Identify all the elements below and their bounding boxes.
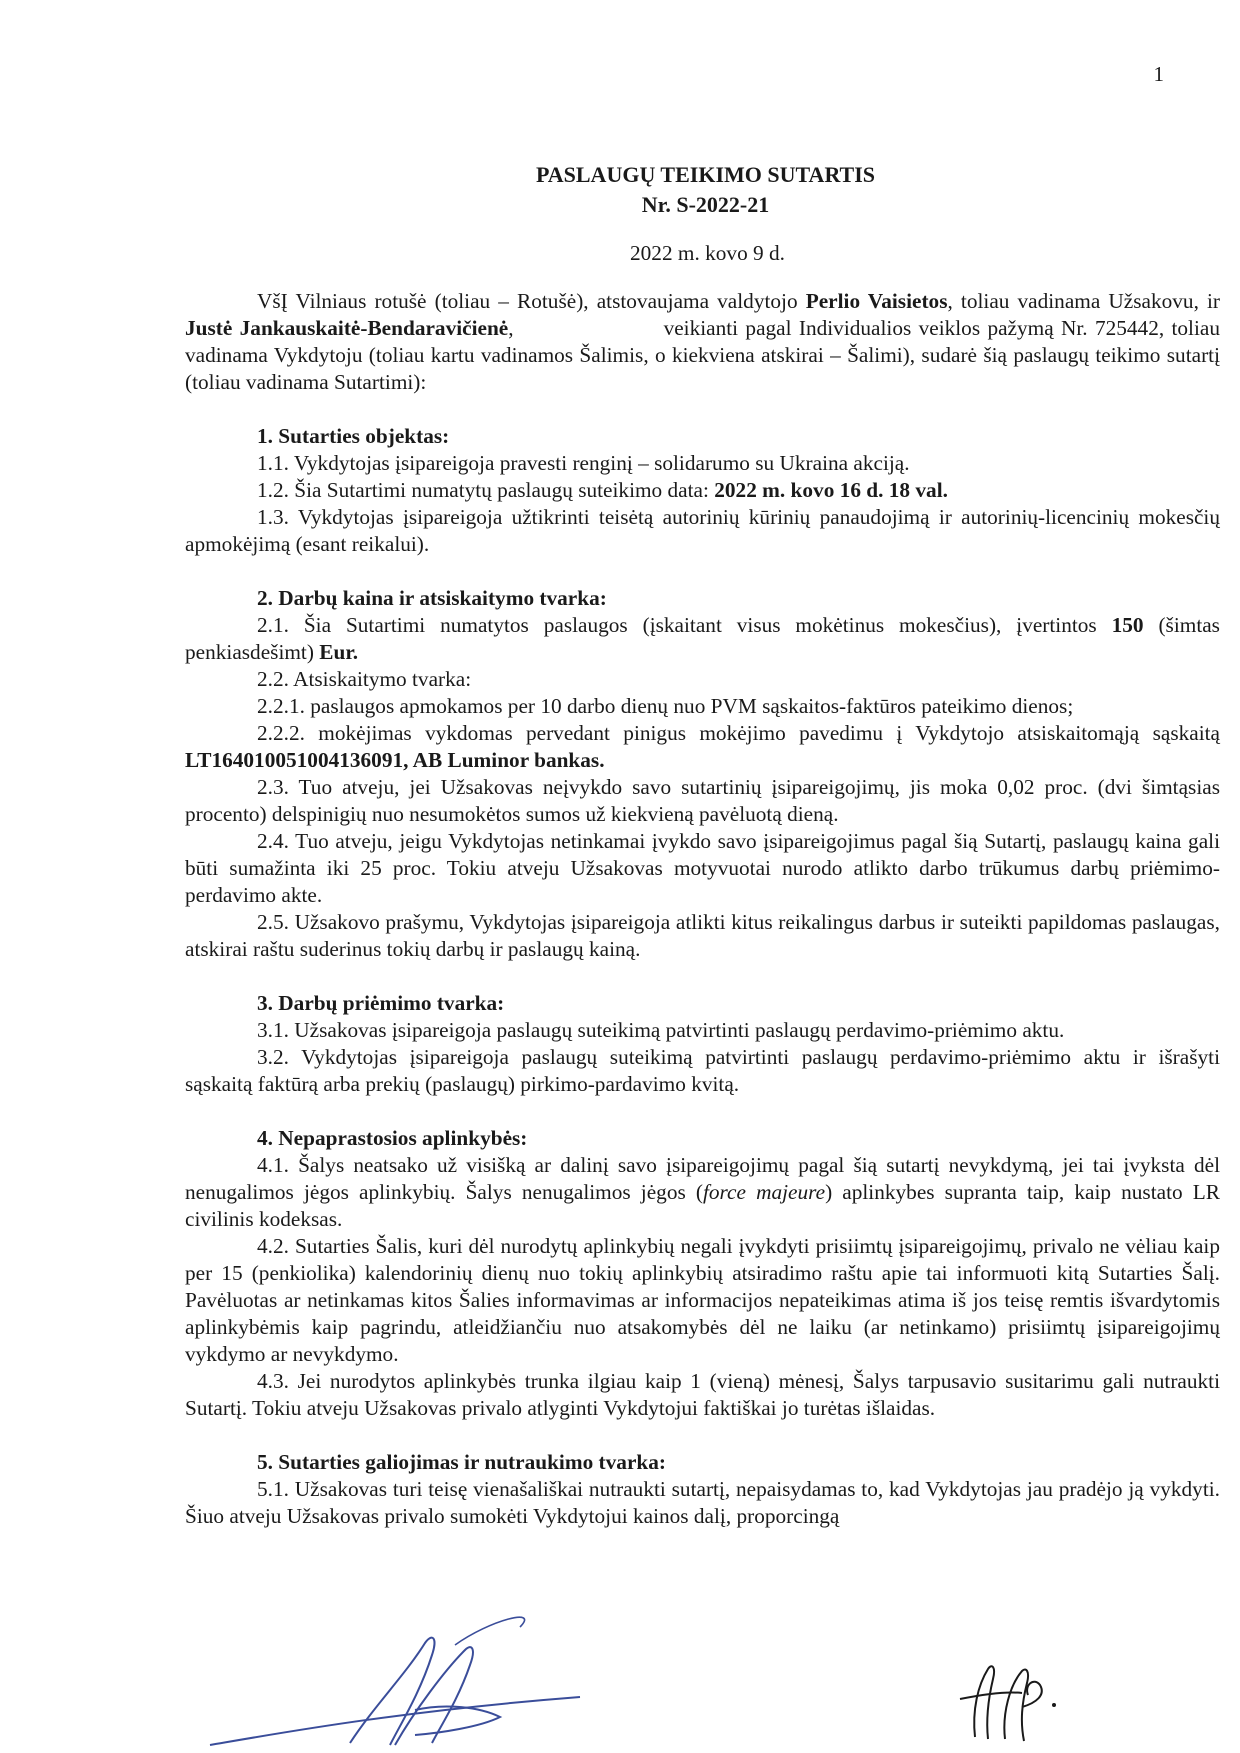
clause-4-3: 4.3. Jei nurodytos aplinkybės trunka ilgiau kaip 1 (vieną) mėnesį, Šalys tarpusavio susitarimu gali nutraukti Sutartį. Tokiu atveju Užsakovas privalo atlyginti Vykdytojui faktiškai jo turėtas išlaidas. bbox=[185, 1369, 1220, 1420]
contractor-signature bbox=[950, 1655, 1080, 1750]
clause-2-3: 2.3. Tuo atveju, jei Užsakovas neįvykdo savo sutartinių įsipareigojimų, jis moka 0,02 proc. (dvi šimtąsias procento) delspinigių nuo nesumokėtos sumos už kiekvieną pavėluotą dieną. bbox=[185, 775, 1220, 826]
section-5-title: 5. Sutarties galiojimas ir nutraukimo tvarka: bbox=[257, 1450, 666, 1474]
clause-2-2: 2.2. Atsiskaitymo tvarka: bbox=[257, 667, 472, 691]
clause-2-1: 2.1. Šia Sutartimi numatytos paslaugos (įskaitant visus mokėtinus mokesčius), įvertintos 150 (šimtas penkiasdešimt) Eur. bbox=[185, 613, 1220, 664]
clause-4-2: 4.2. Sutarties Šalis, kuri dėl nurodytų aplinkybių negali įvykdyti prisiimtų įsipareigojimų, privalo ne vėliau kaip per 15 (penkiolika) kalendorinių dienų nuo tokių aplinkybių atsiradimo raštu apie tai informuoti kitą Sutarties Šalį. Pavėluotas ar netinkamas kitos Šalies informavimas ar informacijos nepateikimas atima iš jos teisę remtis išvardytomis aplinkybėmis kaip pagrindu, atleidžiančiu nuo atsakomybės dėl ne laiku (ar netinkamo) prisiimtų įsipareigojimų vykdymo ar nevykdymo. bbox=[185, 1234, 1220, 1366]
clause-3-2: 3.2. Vykdytojas įsipareigoja paslaugų suteikimą patvirtinti paslaugų perdavimo-priėmimo aktu ir išrašyti sąskaitą faktūrą arba prekių (paslaugų) pirkimo-pardavimo kvitą. bbox=[185, 1045, 1220, 1096]
contract-title: PASLAUGŲ TEIKIMO SUTARTIS bbox=[535, 162, 876, 187]
contract-date: 2022 m. kovo 9 d. bbox=[630, 241, 785, 265]
contract-document bbox=[185, 160, 1220, 1530]
clause-2-5: 2.5. Užsakovo prašymu, Vykdytojas įsipareigoja atlikti kitus reikalingus darbus ir suteikti papildomas paslaugas, atskirai raštu suderinus tokių darbų ir paslaugų kainą. bbox=[185, 910, 1220, 961]
clause-3-1: 3.1. Užsakovas įsipareigoja paslaugų suteikimą patvirtinti paslaugų perdavimo-priėmimo aktu. bbox=[257, 1018, 1065, 1042]
clause-5-1: 5.1. Užsakovas turi teisę vienašališkai nutraukti sutartį, nepaisydamas to, kad Vykdytojas jau pradėjo ją vykdyti. Šiuo atveju Užsakovas privalo sumokėti Vykdytojui kainos dalį, proporcingą bbox=[185, 1477, 1220, 1528]
clause-2-2-2: 2.2.2. mokėjimas vykdomas pervedant pinigus mokėjimo pavedimu į Vykdytojo atsiskaitomąją sąskaitą LT164010051004136091, AB Luminor bankas. bbox=[185, 721, 1220, 772]
section-4-title: 4. Nepaprastosios aplinkybės: bbox=[257, 1126, 528, 1150]
clause-4-1: 4.1. Šalys neatsako už visišką ar dalinį savo įsipareigojimų pagal šią sutartį nevykdymą, jei tai įvyksta dėl nenugalimos jėgos aplinkybių. Šalys nenugalimos jėgos (force majeure) aplinkybes supranta taip, kaip nustato LR civilinis kodeksas. bbox=[185, 1153, 1220, 1231]
clause-2-2-1: 2.2.1. paslaugos apmokamos per 10 darbo dienų nuo PVM sąskaitos-faktūros pateikimo dienos; bbox=[257, 694, 1074, 718]
clause-2-4: 2.4. Tuo atveju, jeigu Vykdytojas netinkamai įvykdo savo įsipareigojimus pagal šią Sutartį, paslaugų kaina gali būti sumažinta iki 25 proc. Tokiu atveju Užsakovas motyvuotai nurodo atlikto darbo trūkumus darbų priėmimo-perdavimo akte. bbox=[185, 829, 1220, 907]
page-number: 1 bbox=[1153, 62, 1164, 86]
contract-number: Nr. S-2022-21 bbox=[641, 192, 770, 217]
section-2-title: 2. Darbų kaina ir atsiskaitymo tvarka: bbox=[257, 586, 607, 610]
customer-signature bbox=[200, 1615, 620, 1753]
section-3-title: 3. Darbų priėmimo tvarka: bbox=[257, 991, 505, 1015]
clause-1-3: 1.3. Vykdytojas įsipareigoja užtikrinti teisėtą autorinių kūrinių panaudojimą ir autorinių-licencinių mokesčių apmokėjimą (esant reikalui). bbox=[185, 505, 1220, 556]
intro-paragraph: VšĮ Vilniaus rotušė (toliau – Rotušė), atstovaujama valdytojo Perlio Vaisietos, toliau vadinama Užsakovu, ir Justė Jankauskaitė-Bendaravičienė, veikianti pagal Individualios veiklos pažymą Nr. 725442, toliau vadinama Vykdytoju (toliau kartu vadinamos Šalimis, o kiekviena atskirai – Šalimi), sudarė šią paslaugų teikimo sutartį (toliau vadinama Sutartimi): bbox=[185, 289, 1220, 394]
clause-1-2: 1.2. Šia Sutartimi numatytų paslaugų suteikimo data: 2022 m. kovo 16 d. 18 val. bbox=[257, 478, 948, 502]
clause-1-1: 1.1. Vykdytojas įsipareigoja pravesti renginį – solidarumo su Ukraina akciją. bbox=[257, 451, 910, 475]
section-1-title: 1. Sutarties objektas: bbox=[257, 424, 450, 448]
